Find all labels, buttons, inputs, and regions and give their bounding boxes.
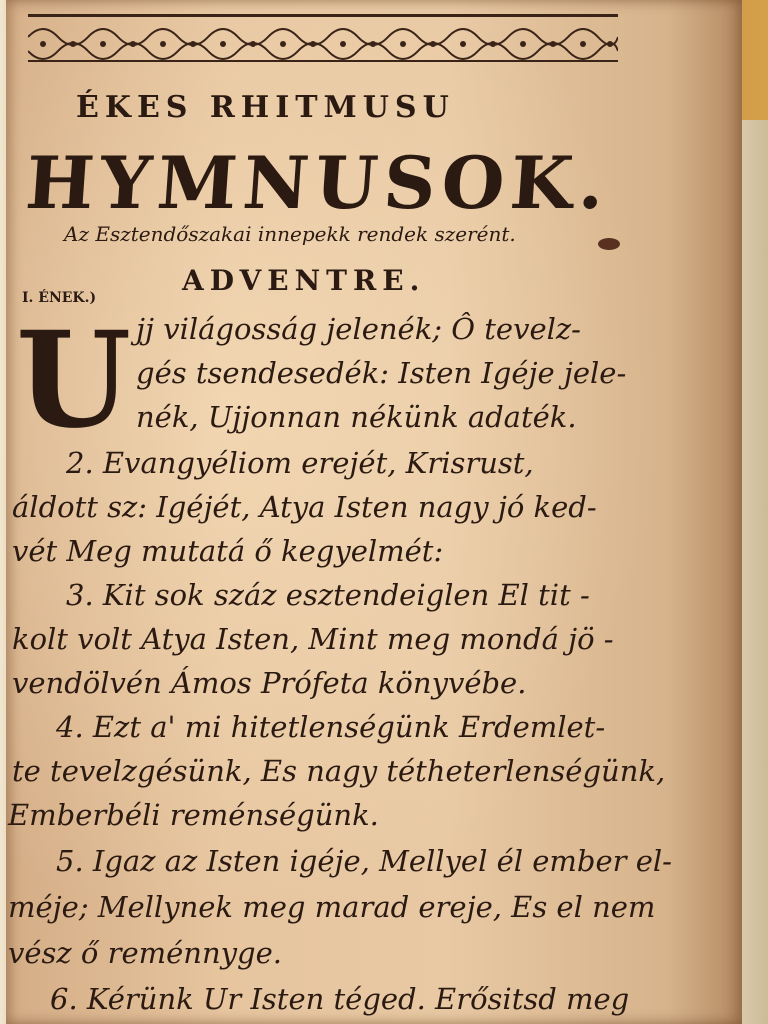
section-label: I. ÉNEK.) <box>22 290 97 306</box>
text-line: Emberbéli reménségünk. <box>8 798 379 832</box>
title-small: ÉKES RHITMUSU <box>76 90 455 125</box>
subtitle: Az Esztendőszakai innepekk rendek szerént. <box>64 222 516 246</box>
text-line: méje; Mellynek meg marad ereje, Es el nem <box>8 890 656 924</box>
ink-blot <box>598 238 620 250</box>
text-line: kolt volt Atya Isten, Mint meg mondá jö - <box>12 622 614 656</box>
text-line: áldott sz: Igéjét, Atya Isten nagy jó ked- <box>12 490 597 524</box>
text-line: 3. Kit sok száz esztendeiglen El tit - <box>66 578 590 612</box>
text-line: vész ő reménnyge. <box>8 936 282 970</box>
ornament-pattern <box>28 17 618 73</box>
text-line: vendölvén Ámos Prófeta könyvébe. <box>12 666 527 700</box>
text-line: te tevelzgésünk, Es nagy tétheterlenségünk, <box>12 754 666 788</box>
title-large: HYMNUSOK. <box>23 140 614 225</box>
text-line: gés tsendesedék: Isten Igéje jele- <box>136 356 627 390</box>
book-page <box>6 0 742 1024</box>
text-line: 5. Igaz az Isten igéje, Mellyel él ember el- <box>56 844 672 878</box>
text-line: 4. Ezt a' mi hitetlenségünk Erdemlet- <box>56 710 606 744</box>
text-line: 2. Evangyéliom erejét, Krisrust, <box>66 446 534 480</box>
ornamental-border <box>28 14 618 77</box>
text-line: vét Meg mutatá ő kegyelmét: <box>12 534 444 568</box>
text-line: nék, Ujjonnan nékünk adaték. <box>136 400 577 434</box>
text-line: jj világosság jelenék; Ô tevelz- <box>136 312 581 346</box>
text-line: 6. Kérünk Ur Isten téged. Erősitsd meg <box>50 982 630 1016</box>
drop-cap: U <box>16 303 132 458</box>
section-title: ADVENTRE. <box>182 264 426 297</box>
